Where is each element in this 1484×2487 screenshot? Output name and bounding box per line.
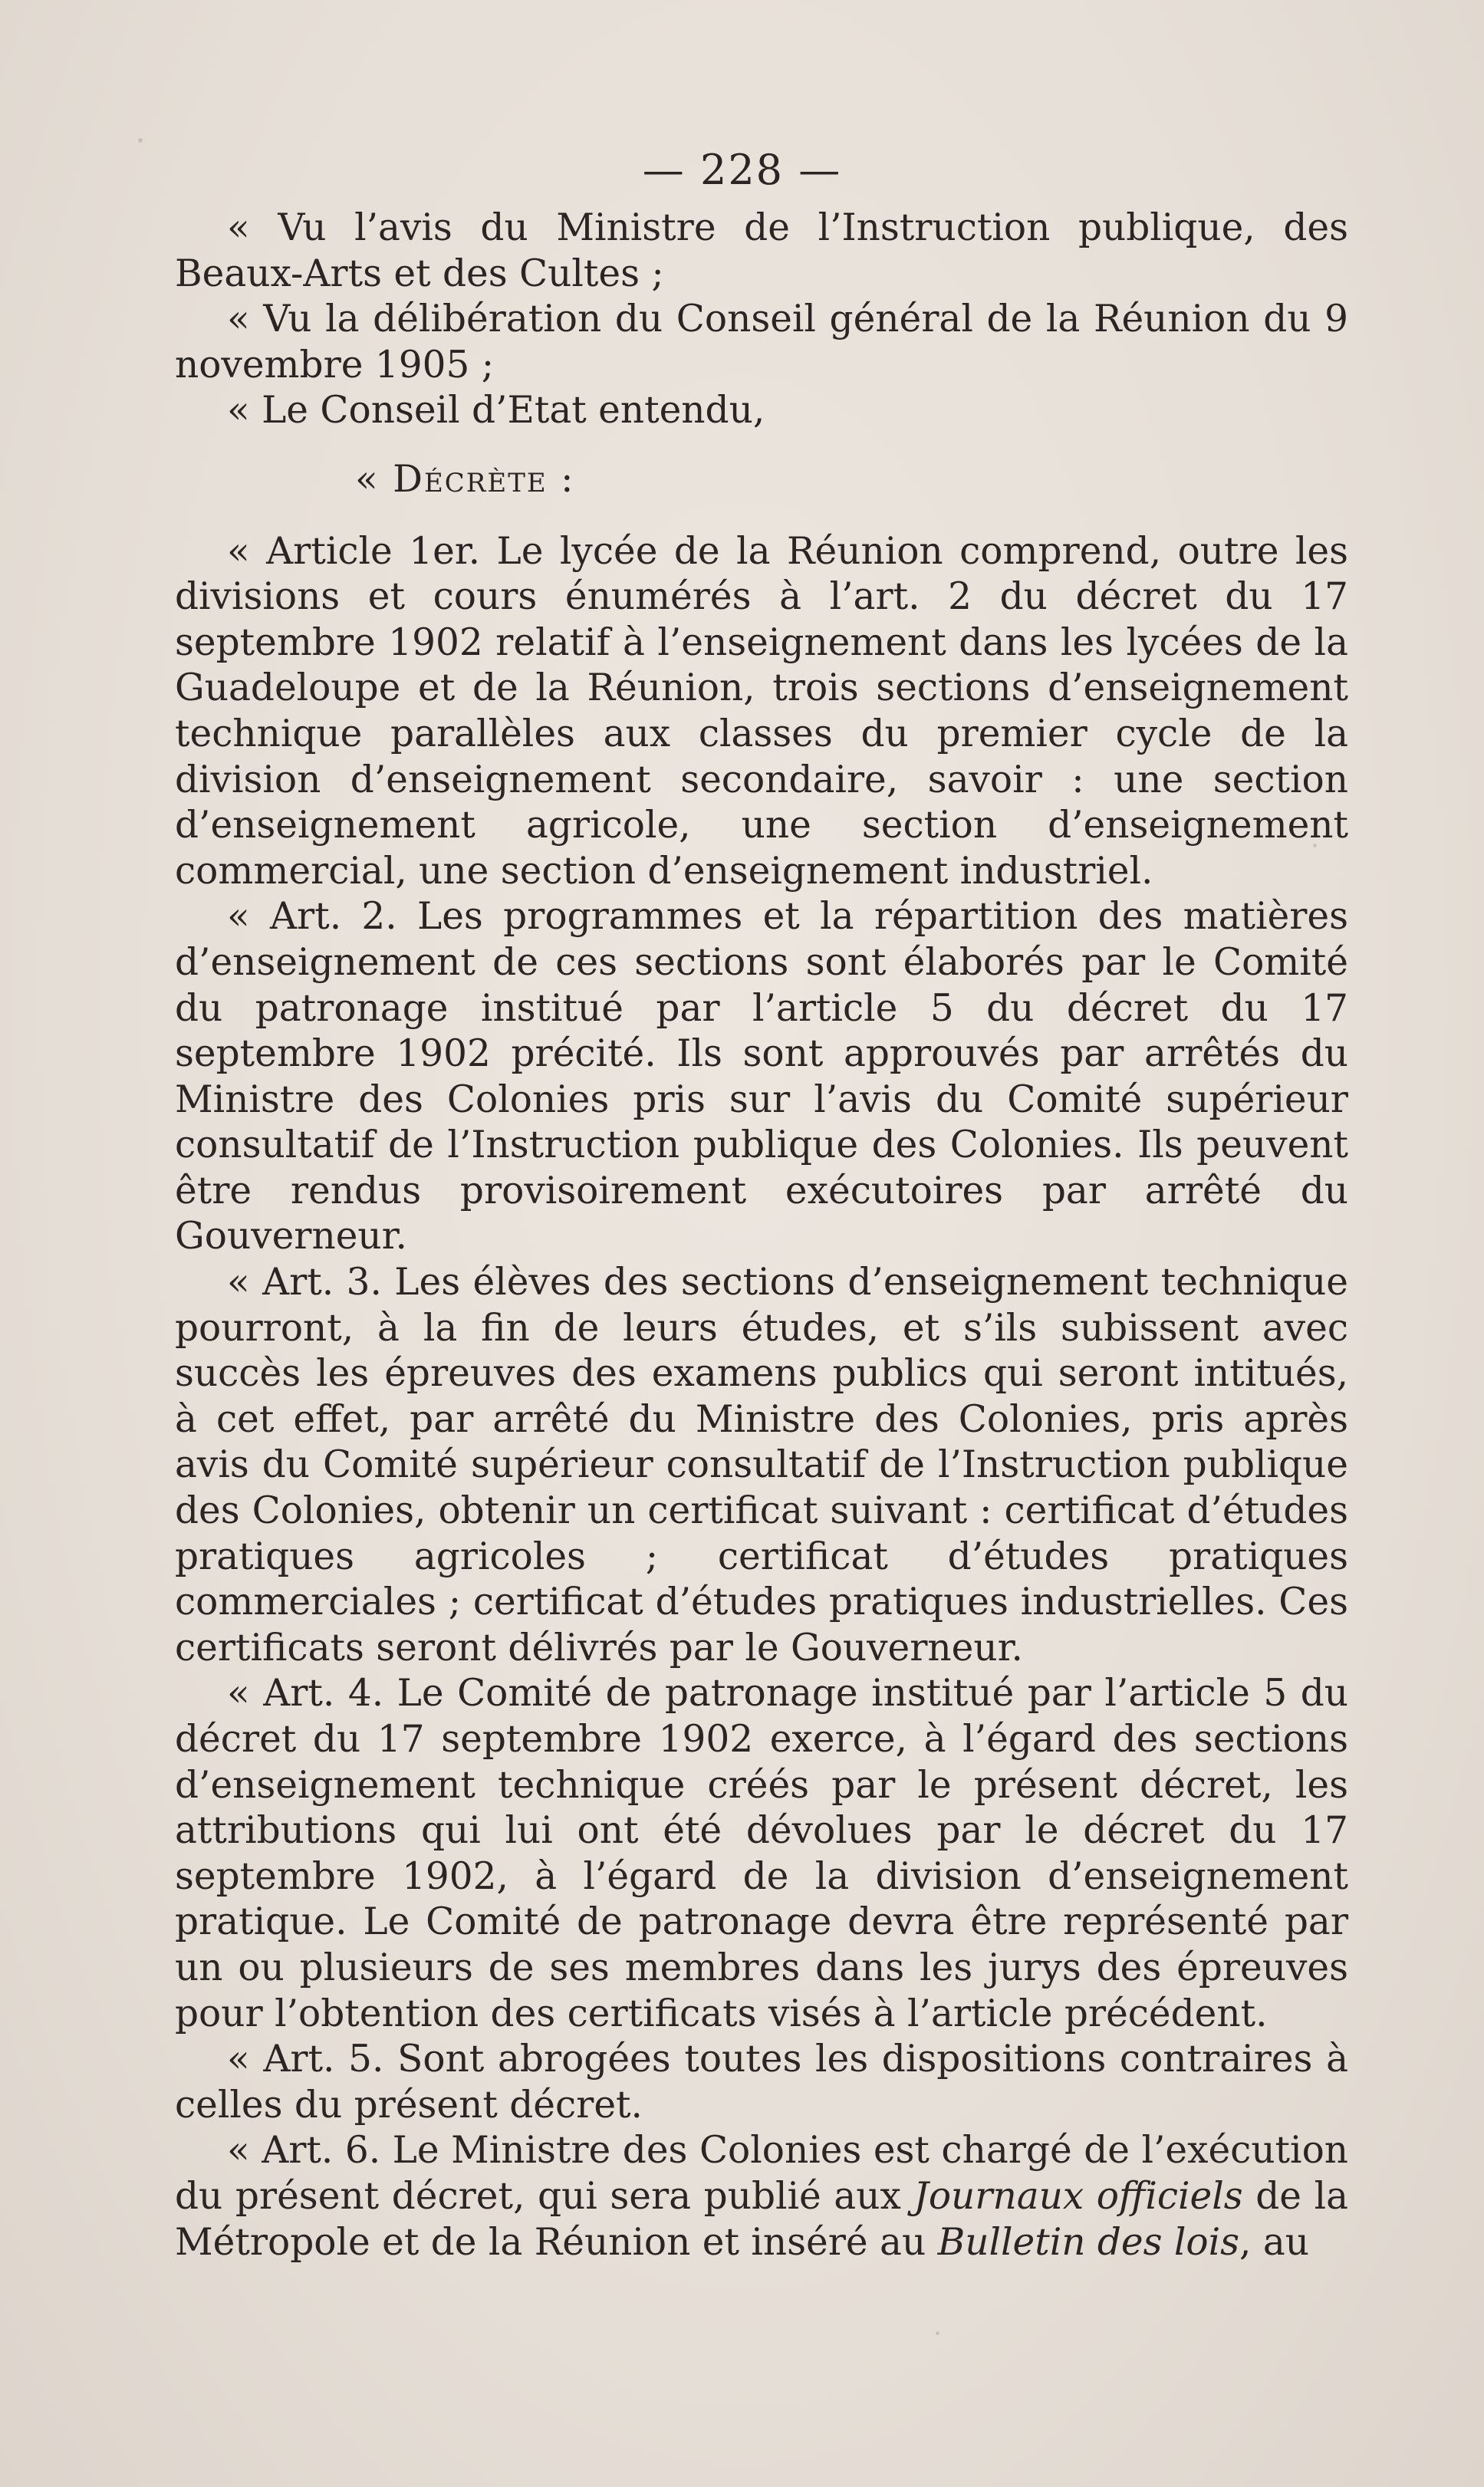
- article-5: « Art. 5. Sont abrogées toutes les dispositions contraires à celles du présent décret.: [175, 2038, 1348, 2127]
- paper-speck: [138, 138, 143, 143]
- preamble-paragraph-3: « Le Conseil d’Etat entendu,: [227, 389, 765, 433]
- preamble-paragraph-2: « Vu la délibération du Conseil général de la Réunion du 9 novembre 1905 ;: [175, 298, 1348, 387]
- article-6-middle: de la Métropole et de la Réunion et inséré au: [175, 2174, 1349, 2264]
- page-number: — 228 —: [642, 146, 842, 194]
- paper-speck: [936, 2331, 939, 2335]
- preamble-paragraph-1: « Vu l’avis du Ministre de l’Instruction publique, des Beaux-Arts et des Cultes ;: [175, 206, 1348, 295]
- document-body: [175, 206, 1348, 2265]
- article-3: « Art. 3. Les élèves des sections d’enseignement technique pourront, à la fin de leurs études, et s’ils subissent avec succès les épreuves des examens publics qui seront intitués, à cet effet, par arrêté du Ministre des Colonies, pris après avis du Comité supérieur consultatif de l’Instruction publique des Colonies, obtenir un certificat suivant : certificat d’études pratiques agricoles ; certificat d’études pratiques commerciales ; certificat d’études pratiques industrielles. Ces certificats seront délivrés par le Gouverneur.: [175, 1261, 1348, 1670]
- journaux-officiels-title: Journaux officiels: [913, 2174, 1243, 2218]
- article-1: « Article 1er. Le lycée de la Réunion comprend, outre les divisions et cours énumérés à l’art. 2 du décret du 17 septembre 1902 relatif à l’enseignement dans les lycées de la Guadeloupe et de la Réunion, trois sections d’enseignement technique parallèles aux classes du premier cycle de la division d’enseignement secondaire, savoir : une section d’enseignement agricole, une section d’enseignement commercial, une section d’enseignement industriel.: [175, 529, 1348, 893]
- article-2: « Art. 2. Les programmes et la répartition des matières d’enseignement de ces sections sont élaborés par le Comité du patronage institué par l’article 5 du décret du 17 septembre 1902 précité. Ils sont approuvés par arrêtés du Ministre des Colonies pris sur l’avis du Comité supérieur consultatif de l’Instruction publique des Colonies. Ils peuvent être rendus provisoirement exécutoires par arrêté du Gouverneur.: [175, 895, 1348, 1258]
- bulletin-des-lois-title: Bulletin des lois: [937, 2220, 1240, 2264]
- article-6-start: « Art. 6. Le Ministre des Colonies est chargé de l’exécution du présent décret, qui sera publié aux: [175, 2129, 1348, 2218]
- decree-heading: « Décrète :: [355, 457, 575, 501]
- article-6-end: , au: [1239, 2220, 1310, 2264]
- article-4: « Art. 4. Le Comité de patronage institué par l’article 5 du décret du 17 septembre 1902 exerce, à l’égard des sections d’enseignement technique créés par le présent décret, les attributions qui lui ont été dévolues par le décret du 17 septembre 1902, à l’égard de la division d’enseignement pratique. Le Comité de patronage devra être représenté par un ou plusieurs de ses membres dans les jurys des épreuves pour l’obtention des certificats visés à l’article précédent.: [175, 1672, 1348, 2035]
- article-6: [175, 2128, 1348, 2265]
